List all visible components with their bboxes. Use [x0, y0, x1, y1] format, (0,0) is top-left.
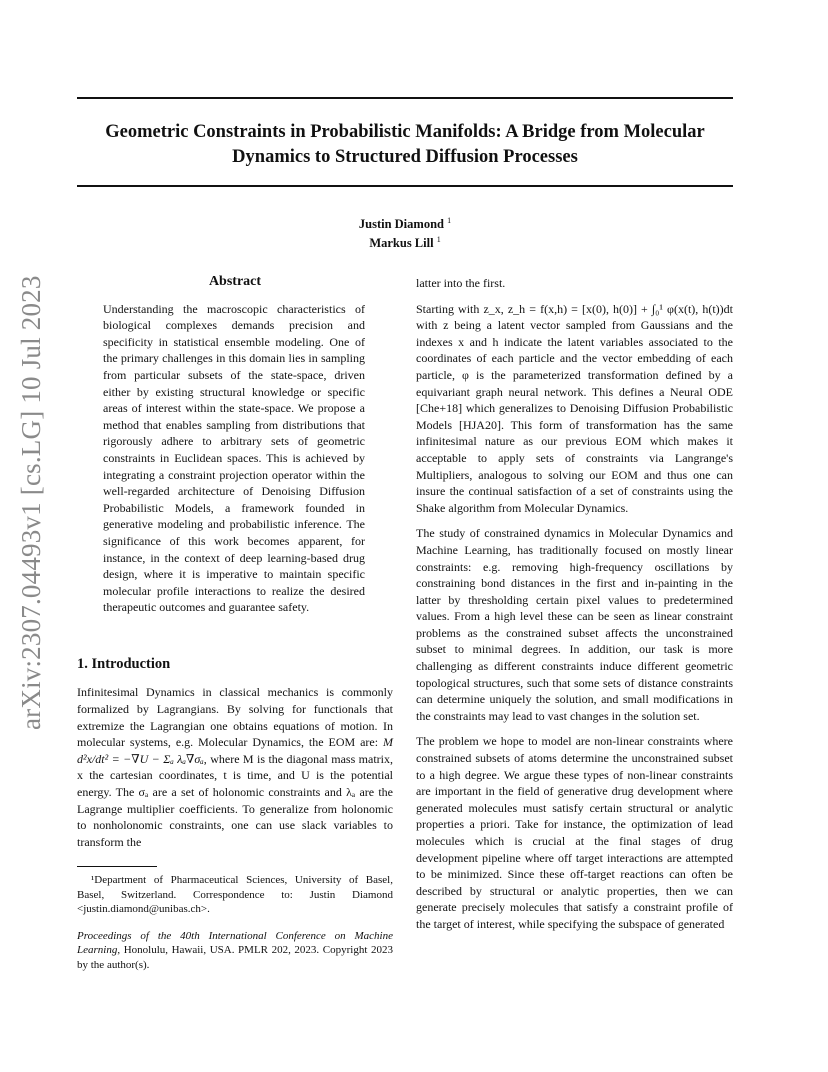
- abstract-heading: Abstract: [208, 274, 262, 289]
- left-column: [77, 270, 393, 972]
- paragraph: Starting with z_x, z_h = f(x,h) = [x(0), h(0)] + ∫₀¹ φ(x(t), h(t))dt with z being a latent vector sampled from Gaussians and the indexes x and h indicate the latent variables associated to the coordinates of each particle and the vector embedding of each particle, φ is the parameterized transformation defined by a equivariant graph neural network. This defines a Neural ODE [Che+18] which generalizes to Denoising Diffusion Probabilistic Models [HJA20]. This form of transformation has the same infinitesimal nature as our previous EOM which makes it acceptable to apply sets of constraints via Langrange's Multipliers, analogous to solving our EOM and thus one can insure the continual satisfaction of a set of constraints using the Shake algorithm from Molecular Dynamics.: [416, 301, 733, 515]
- right-column: [416, 275, 733, 942]
- paper-title: Geometric Constraints in Probabilistic Manifolds: A Bridge from Molecular Dynamics to Structured Diffusion Processes: [105, 122, 705, 167]
- paragraph: The study of constrained dynamics in Molecular Dynamics and Machine Learning, has traditionally focused on mostly linear constraints: e.g. removing high-frequency oscillations by constraining bond distances in the first and in-painting in the latter by thresholding certain pixel values to predetermined values. From a high level these can be seen as linear constraint problems as the constrained subset affects the unconstrained subset to minimal degrees. In addition, our task is more challenging as different constraints induce different geometric topological structures, such that some sets of distance constraints can determine uniquely the solution, and small modifications in the constraints may lead to vast changes in the solution set.: [416, 526, 733, 723]
- title-bottom-rule: [77, 185, 733, 187]
- author: Markus Lill $^1$: [369, 235, 441, 251]
- arxiv-stamp: arXiv:2307.04493v1 [cs.LG] 10 Jul 2023: [16, 275, 46, 730]
- paragraph: latter into the first.: [416, 276, 506, 290]
- author-block: [77, 213, 733, 251]
- author: Justin Diamond $^1$: [358, 216, 452, 232]
- title-top-rule: [77, 97, 733, 99]
- footnote-rule: [77, 866, 157, 867]
- paragraph: The problem we hope to model are non-linear constraints where constrained subsets of atoms determine the unconstrained subset to a high degree. We argue these types of non-linear constraints are important in the field of generative drug development where generated molecules must satisfy certain structural or analytic properties a priori. Take for instance, the optimization of lead molecules which is crucial at the final stages of drug development pipeline where off target interactions are attempted to be minimized. Since these off-target reactions can often be described by structural or analytic properties, then we can generate precisely molecules that satisfy a constraint profile of the target of interest, while specifying the subspace of generated: [416, 734, 733, 931]
- abstract-text: Understanding the macroscopic characteristics of biological complexes demands precision and specificity in statistical ensemble modeling. One of the primary challenges in this domain lies in sampling from particular subsets of the state-space, driven either by existing structural knowledge or specific areas of interest within the state-space. We propose a method that enables sampling from distributions that rigorously adhere to arbitrary sets of geometric constraints in Euclidean spaces. This is achieved by integrating a constraint projection operator within the well-regarded architecture of Denoising Diffusion Probabilistic Models, a framework founded in generative modeling and probabilistic inference. The significance of this work becomes apparent, for instance, in the context of deep learning-based drug design, where it is imperative to maintain specific molecular profile interactions to realize the desired therapeutic outcomes and guarantee safety.: [103, 301, 365, 615]
- intro-paragraph: Infinitesimal Dynamics in classical mechanics is commonly formalized by Lagrangians. By solving for functionals that extremize the Lagrangian one obtains equations of motion. In molecular systems, e.g. Molecular Dynamics, the EOM are: M d²x/dt² = −∇U − Σₐ λₐ∇σₐ, where M is the diagonal mass matrix, x the cartesian coordinates, t is time, and U is the potential energy. The σₐ are a set of holonomic constraints and λₐ are the Lagrange multiplier coefficients. To generalize from holonomic to nonholonomic constraints, one can use slack variables to transform the: [77, 685, 393, 849]
- section-heading-introduction: 1. Introduction: [77, 655, 171, 672]
- proceedings-note: Proceedings of the 40th International Conference on Machine Learning, Honolulu, Hawaii, USA. PMLR 202, 2023. Copyright 2023 by the author(s).: [77, 929, 393, 971]
- affiliation-footnote: ¹Department of Pharmaceutical Sciences, University of Basel, Basel, Switzerland. Correspondence to: Justin Diamond <justin.diamond@unibas.ch>.: [77, 874, 393, 916]
